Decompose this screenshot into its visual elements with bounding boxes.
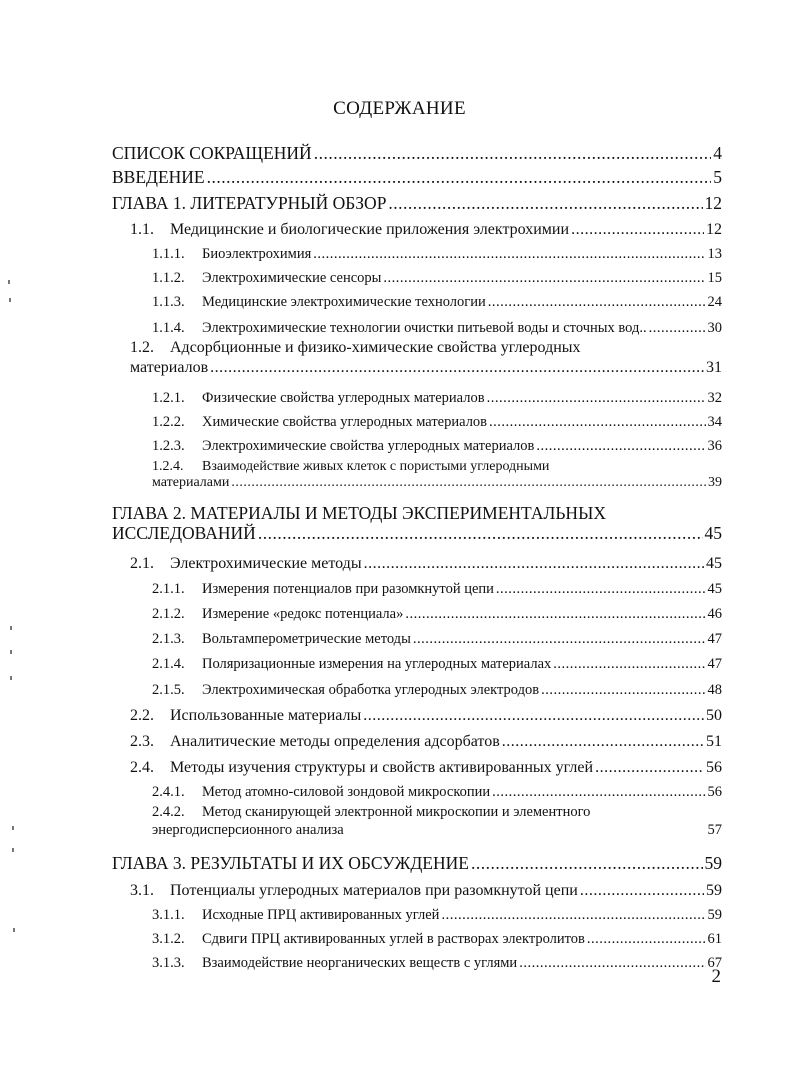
dot-leader [487, 390, 706, 407]
toc-entry-number: 1.2. [130, 339, 154, 356]
toc-entry-text: Сдвиги ПРЦ активированных углей в растворах электролитов [202, 931, 585, 947]
dot-leader [210, 359, 704, 377]
toc-entry [112, 501, 722, 547]
toc-entry-page: 31 [706, 359, 722, 376]
table-of-contents [112, 138, 722, 972]
toc-entry-number: 1.1. [130, 221, 154, 238]
toc-entry-text: Медицинские и биологические приложения электрохимии [170, 221, 570, 238]
toc-entry-text: Взаимодействие неорганических веществ с углями [202, 955, 518, 971]
toc-entry-text: Использованные материалы [170, 707, 362, 724]
dot-leader [595, 759, 704, 777]
toc-entry-text: Исходные ПРЦ активированных углей [202, 907, 440, 923]
toc-entry [112, 337, 722, 383]
toc-entry-text: ГЛАВА 2. МАТЕРИАЛЫ И МЕТОДЫ ЭКСПЕРИМЕНТАЛЬНЫХ [112, 503, 606, 523]
toc-entry-page: 32 [707, 390, 722, 406]
toc-entry-text: Измерение «редокс потенциала» [202, 606, 404, 622]
dot-leader [571, 221, 704, 239]
toc-entry-number: 2.4.2. [152, 804, 185, 820]
toc-entry-number: 1.2.1. [152, 390, 185, 406]
toc-entry-page: 36 [707, 438, 722, 454]
scan-speck [10, 626, 12, 630]
toc-entry-number: 3.1.2. [152, 931, 185, 947]
toc-entry-page: 56 [706, 759, 722, 776]
dot-leader [207, 167, 712, 188]
toc-entry [112, 648, 722, 673]
toc-entry-page: 45 [707, 581, 722, 597]
scan-speck [12, 848, 14, 852]
toc-entry-number: 2.1. [130, 555, 154, 572]
toc-entry-text: Взаимодействие живых клеток с пористыми углеродными [202, 459, 550, 474]
toc-entry-page: 59 [707, 907, 722, 923]
dot-leader [649, 320, 706, 337]
toc-entry [112, 455, 722, 501]
toc-entry [112, 725, 722, 751]
dot-leader [471, 853, 703, 874]
toc-entry-number: 2.1.1. [152, 581, 185, 597]
dot-leader [553, 656, 705, 673]
toc-entry-number: 2.1.5. [152, 682, 185, 698]
toc-entry [112, 751, 722, 777]
toc-entry-page: 24 [707, 294, 722, 310]
toc-entry-text: Потенциалы углеродных материалов при разомкнутой цепи [170, 882, 578, 899]
toc-entry-number: 3.1.1. [152, 907, 185, 923]
toc-entry-number: 1.2.4. [152, 459, 184, 474]
dot-leader [488, 294, 706, 311]
toc-entry-page: 59 [704, 853, 722, 873]
toc-entry-page: 47 [707, 656, 722, 672]
toc-entry-number: 1.1.4. [152, 320, 185, 336]
scan-speck [10, 676, 12, 680]
toc-entry [112, 699, 722, 725]
dot-leader [313, 246, 705, 263]
toc-entry-page: 48 [707, 682, 722, 698]
toc-entry [112, 848, 722, 874]
toc-entry-page: 5 [713, 167, 722, 187]
toc-entry-page: 46 [707, 606, 722, 622]
toc-entry [112, 623, 722, 648]
toc-entry-page: 57 [707, 822, 722, 838]
toc-entry-number: 3.1. [130, 882, 154, 899]
toc-entry [112, 598, 722, 623]
toc-entry [112, 431, 722, 455]
toc-entry [112, 239, 722, 263]
scan-speck [12, 826, 14, 830]
dot-leader [536, 438, 705, 455]
toc-entry-text: Электрохимические свойства углеродных материалов [202, 438, 535, 454]
toc-entry-page: 45 [704, 523, 722, 543]
toc-entry-text: Аналитические методы определения адсорбатов [170, 733, 500, 750]
toc-entry-text: ВВЕДЕНИЕ [112, 167, 205, 187]
toc-entry-number: 1.1.3. [152, 294, 185, 310]
toc-entry-page: 61 [707, 931, 722, 947]
toc-entry [112, 874, 722, 900]
toc-entry-number: 2.1.4. [152, 656, 185, 672]
toc-entry-text: Физические свойства углеродных материалов [202, 390, 485, 406]
toc-entry-page: 30 [707, 320, 722, 336]
toc-entry-text: ГЛАВА 3. РЕЗУЛЬТАТЫ И ИХ ОБСУЖДЕНИЕ [112, 853, 469, 873]
toc-entry [112, 383, 722, 407]
toc-entry-number: 3.1.3. [152, 955, 185, 971]
dot-leader [258, 523, 703, 544]
dot-leader [587, 931, 706, 948]
toc-entry-text: СПИСОК СОКРАЩЕНИЙ [112, 143, 312, 163]
toc-entry-number: 2.3. [130, 733, 154, 750]
dot-leader [231, 475, 706, 491]
toc-entry-number: 2.1.3. [152, 631, 185, 647]
toc-entry-page: 12 [704, 193, 722, 213]
dot-leader [363, 707, 704, 725]
toc-entry-number: 1.1.1. [152, 246, 185, 262]
scan-speck [8, 280, 10, 284]
dot-leader [519, 955, 705, 972]
toc-entry [112, 188, 722, 214]
toc-entry-page: 59 [706, 882, 722, 899]
toc-entry [112, 407, 722, 431]
toc-entry-text: Электрохимические технологии очистки питьевой воды и сточных вод.. [202, 320, 647, 336]
dot-leader [496, 581, 706, 598]
toc-entry-page: 4 [713, 143, 722, 163]
toc-entry-text: Вольтамперометрические методы [202, 631, 411, 647]
toc-entry-page: 45 [706, 555, 722, 572]
dot-leader [405, 606, 705, 623]
toc-entry-text-continued: ИССЛЕДОВАНИЙ [112, 523, 256, 543]
toc-entry-text: Метод сканирующей электронной микроскопии и элементного [202, 804, 591, 820]
toc-entry-page: 50 [706, 707, 722, 724]
dot-leader [492, 784, 705, 801]
toc-entry-number: 1.2.3. [152, 438, 185, 454]
toc-entry-number: 2.4.1. [152, 784, 185, 800]
dot-leader [314, 143, 712, 164]
toc-entry [112, 311, 722, 337]
toc-entry-page: 67 [707, 955, 722, 971]
toc-entry-text-continued: энергодисперсионного анализа [152, 822, 344, 838]
toc-entry-page: 51 [706, 733, 722, 750]
toc-entry [112, 138, 722, 164]
dot-leader [489, 414, 705, 431]
toc-entry-page: 56 [707, 784, 722, 800]
toc-entry [112, 214, 722, 239]
toc-entry [112, 900, 722, 924]
toc-entry-text: Электрохимические методы [170, 555, 362, 572]
toc-entry-text: Методы изучения структуры и свойств активированных углей [170, 759, 594, 776]
toc-entry-text-continued: материалов [130, 359, 209, 376]
toc-entry-page: 39 [708, 475, 722, 490]
dot-leader [541, 682, 705, 699]
toc-entry [112, 287, 722, 311]
toc-entry [112, 948, 722, 972]
toc-entry-number: 2.1.2. [152, 606, 185, 622]
dot-leader [580, 882, 704, 900]
scan-speck [10, 650, 12, 654]
toc-entry [112, 573, 722, 598]
toc-entry-text: Адсорбционные и физико-химические свойства углеродных [170, 339, 581, 356]
dot-leader [364, 555, 704, 573]
toc-entry-text: Медицинские электрохимические технологии [202, 294, 486, 310]
toc-entry-number: 2.4. [130, 759, 154, 776]
toc-entry-page: 13 [707, 246, 722, 262]
toc-entry-text: Поляризационные измерения на углеродных материалах [202, 656, 552, 672]
toc-entry [112, 673, 722, 699]
scan-speck [9, 298, 11, 302]
toc-entry [112, 547, 722, 573]
dot-leader [413, 631, 706, 648]
toc-entry-text: Электрохимическая обработка углеродных электродов [202, 682, 540, 698]
toc-entry-page: 12 [706, 221, 722, 238]
dot-leader [383, 270, 705, 287]
toc-entry [112, 924, 722, 948]
toc-entry-text: ГЛАВА 1. ЛИТЕРАТУРНЫЙ ОБЗОР [112, 193, 387, 213]
dot-leader [441, 907, 705, 924]
toc-entry-text: Биоэлектрохимия [202, 246, 312, 262]
dot-leader [502, 733, 704, 751]
toc-entry-text: Измерения потенциалов при разомкнутой цепи [202, 581, 494, 597]
dot-leader [388, 193, 702, 214]
toc-entry [112, 801, 722, 848]
toc-entry-text-continued: материалами [152, 475, 230, 490]
toc-entry-number: 2.2. [130, 707, 154, 724]
page-title: СОДЕРЖАНИЕ [333, 98, 466, 119]
toc-entry-page: 34 [707, 414, 722, 430]
toc-entry [112, 164, 722, 188]
toc-entry-page: 47 [707, 631, 722, 647]
toc-entry [112, 777, 722, 801]
toc-entry-text: Химические свойства углеродных материалов [202, 414, 488, 430]
scan-speck [13, 928, 15, 932]
toc-entry-number: 1.2.2. [152, 414, 185, 430]
toc-entry-number: 1.1.2. [152, 270, 185, 286]
toc-entry [112, 263, 722, 287]
toc-entry-page: 15 [707, 270, 722, 286]
toc-entry-text: Электрохимические сенсоры [202, 270, 382, 286]
page-number: 2 [711, 966, 721, 987]
toc-entry-text: Метод атомно-силовой зондовой микроскопии [202, 784, 491, 800]
